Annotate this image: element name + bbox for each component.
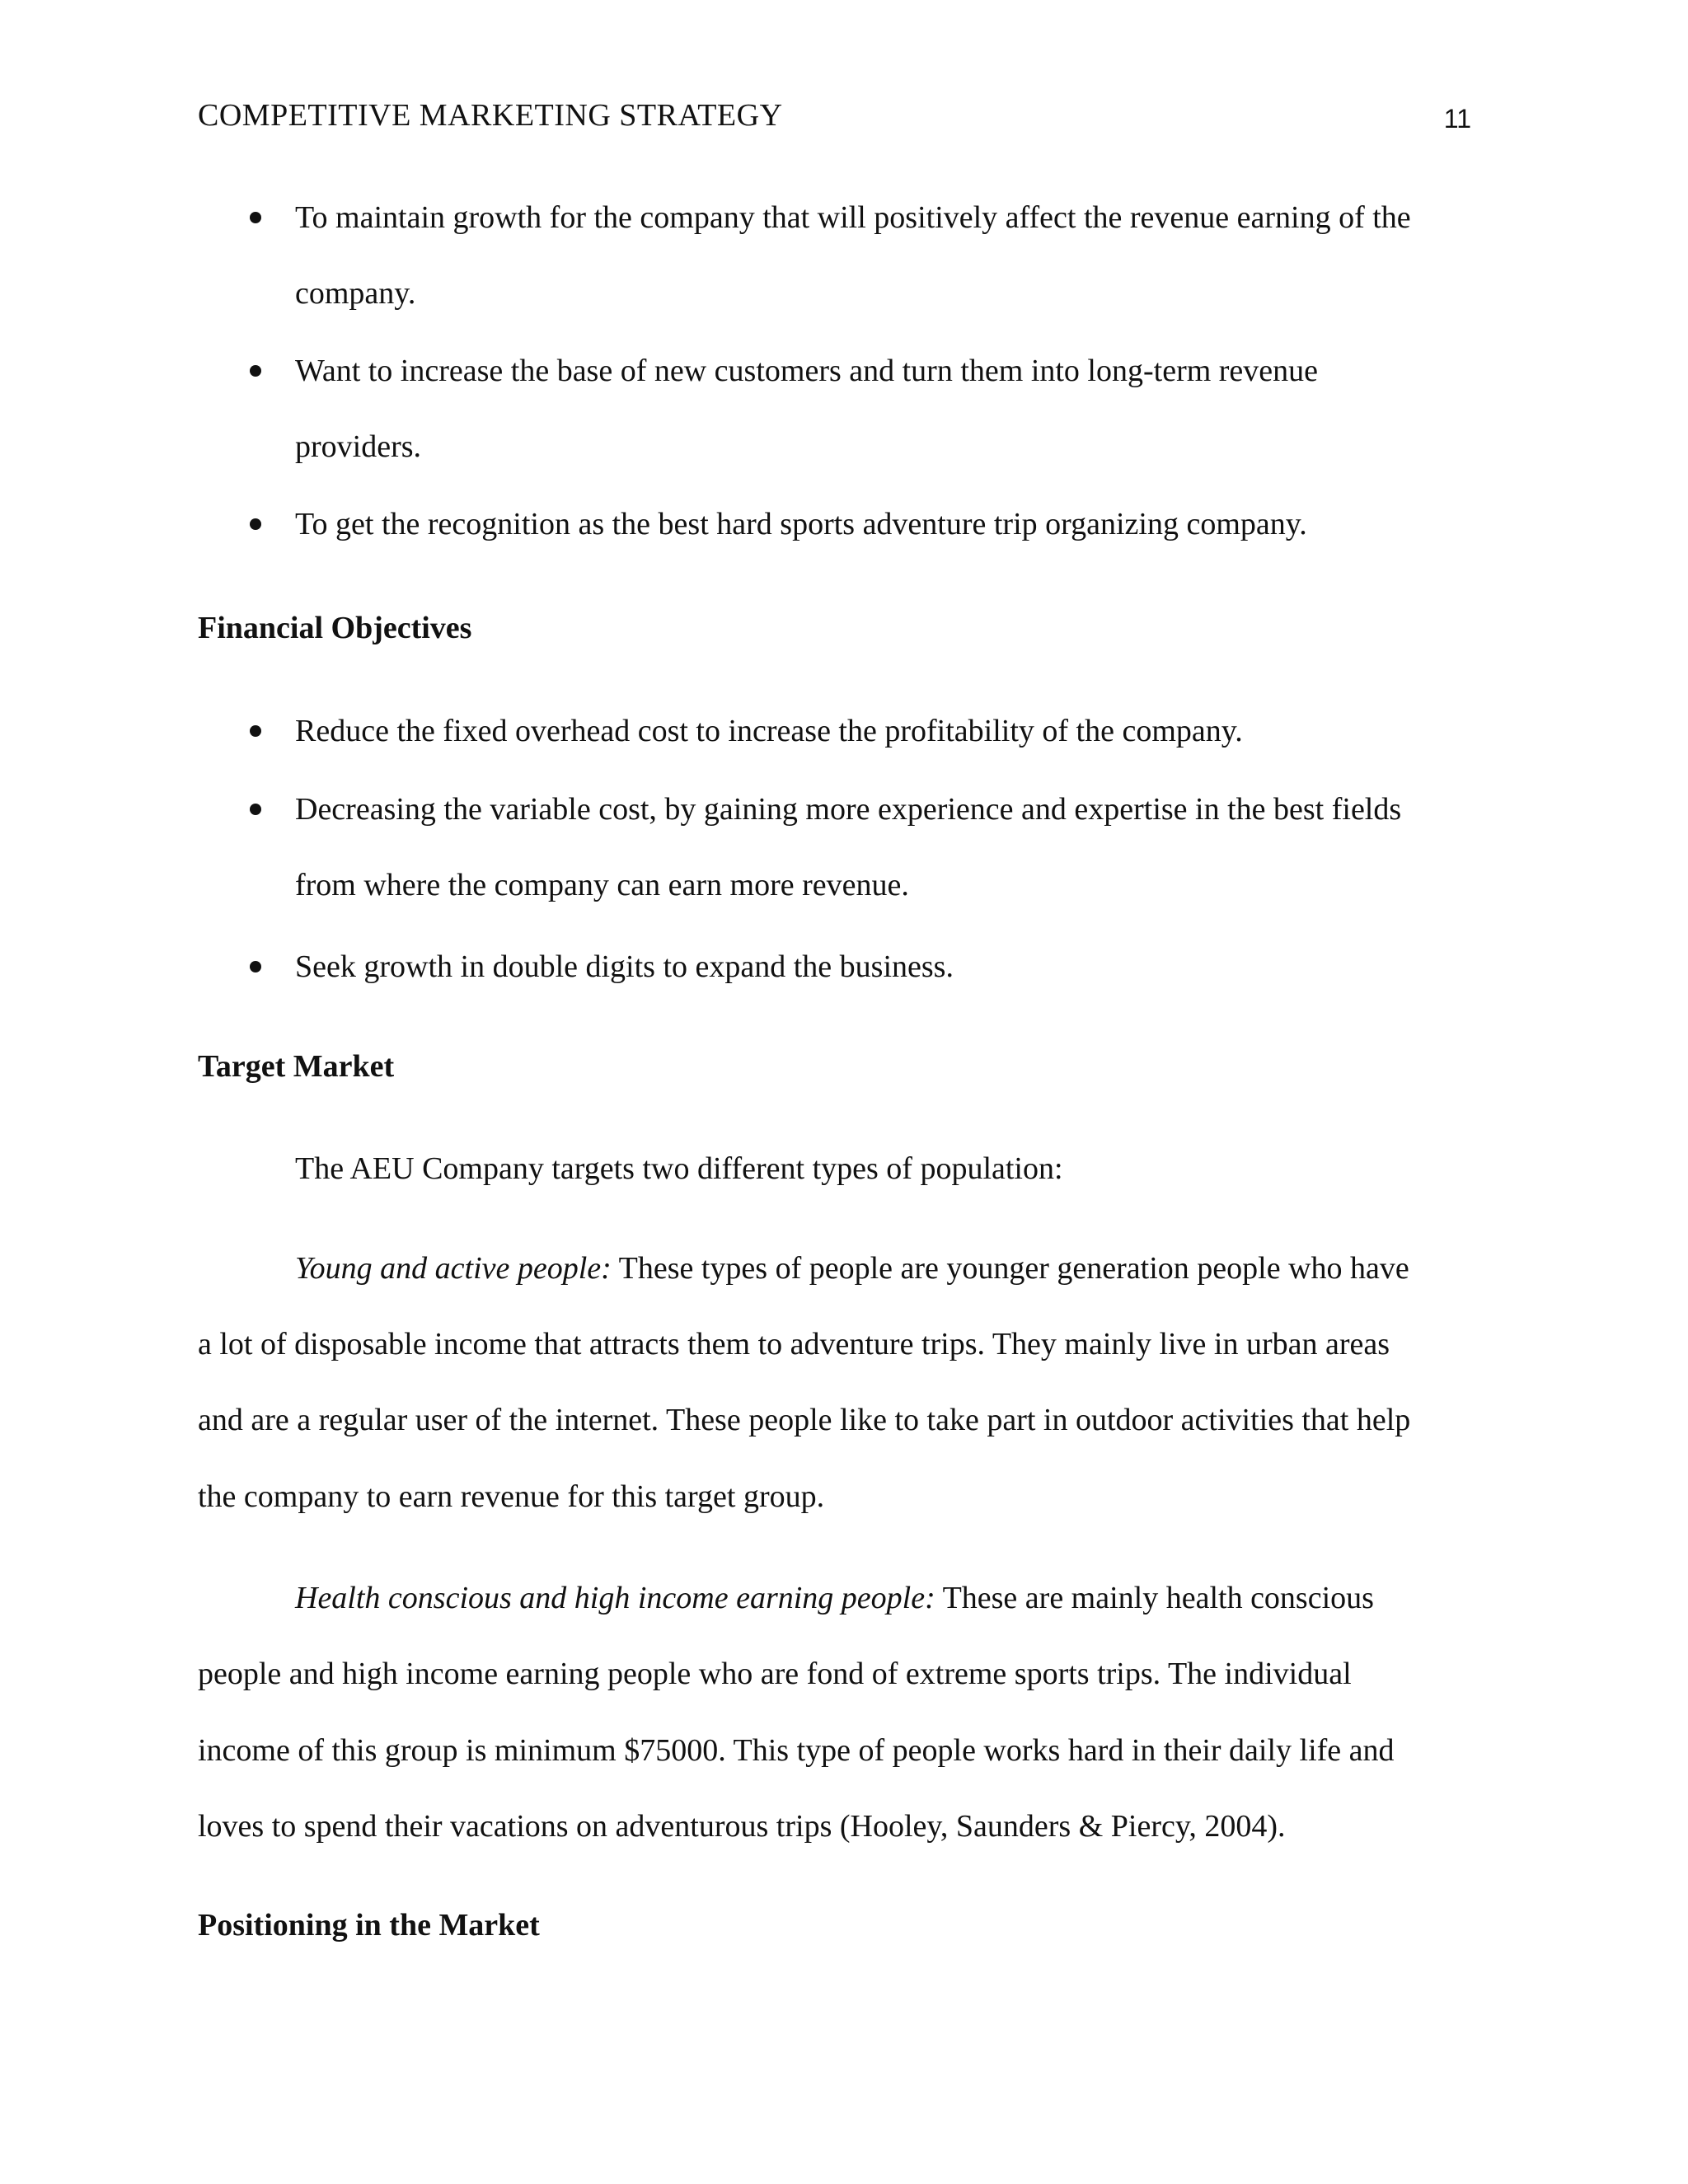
bullet-text-continued: from where the company can earn more revenue. xyxy=(295,868,909,902)
bullet-icon xyxy=(250,365,261,377)
paragraph-young-line xyxy=(295,1249,1409,1288)
section-heading-positioning: Positioning in the Market xyxy=(198,1908,540,1943)
paragraph-label-young: Young and active people: xyxy=(295,1251,612,1286)
paragraph-text: and are a regular user of the internet. These people like to take part in outdoor activities that help xyxy=(198,1403,1411,1437)
section-heading-financial-objectives: Financial Objectives xyxy=(198,611,472,645)
bullet-icon xyxy=(250,518,261,530)
paragraph-text: These are mainly health conscious xyxy=(935,1581,1374,1615)
bullet-icon xyxy=(250,804,261,815)
section-heading-target-market: Target Market xyxy=(198,1049,395,1084)
paragraph-text: loves to spend their vacations on adventurous trips (Hooley, Saunders & Piercy, 2004). xyxy=(198,1809,1286,1844)
bullet-text: Want to increase the base of new customers and turn them into long-term revenue xyxy=(295,354,1319,388)
paragraph-label-health: Health conscious and high income earning people: xyxy=(295,1581,935,1615)
paragraph-health-line xyxy=(295,1578,1374,1618)
running-head: COMPETITIVE MARKETING STRATEGY xyxy=(198,98,783,133)
bullet-text-continued: company. xyxy=(295,276,416,311)
bullet-icon xyxy=(250,961,261,972)
bullet-text: To maintain growth for the company that will positively affect the revenue earning of the xyxy=(295,200,1411,235)
bullet-text: Seek growth in double digits to expand the business. xyxy=(295,949,954,984)
bullet-text-continued: providers. xyxy=(295,429,422,464)
paragraph-text: These types of people are younger generation people who have xyxy=(611,1251,1409,1286)
paragraph-text: a lot of disposable income that attracts them to adventure trips. They mainly live in urban areas xyxy=(198,1327,1390,1361)
paragraph-intro: The AEU Company targets two different types of population: xyxy=(295,1151,1063,1186)
bullet-text: Reduce the fixed overhead cost to increase the profitability of the company. xyxy=(295,714,1243,748)
bullet-icon xyxy=(250,725,261,737)
paragraph-text: income of this group is minimum $75000. This type of people works hard in their daily life and xyxy=(198,1733,1395,1768)
page-number: 11 xyxy=(1443,104,1471,134)
paragraph-text: the company to earn revenue for this target group. xyxy=(198,1479,825,1514)
bullet-text: To get the recognition as the best hard sports adventure trip organizing company. xyxy=(295,507,1307,541)
bullet-text: Decreasing the variable cost, by gaining more experience and expertise in the best fields xyxy=(295,792,1402,827)
bullet-icon xyxy=(250,212,261,223)
paragraph-text: people and high income earning people who are fond of extreme sports trips. The individual xyxy=(198,1657,1352,1691)
